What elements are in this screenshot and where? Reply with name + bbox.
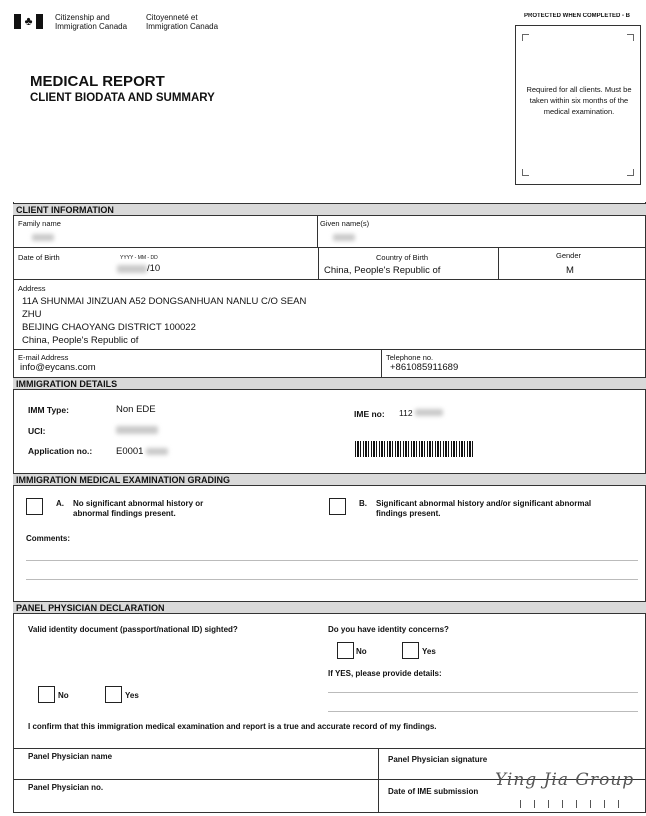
dob-format: YYYY - MM - DD xyxy=(120,255,158,261)
comments-line-1[interactable] xyxy=(26,560,638,561)
grade-a-checkbox[interactable] xyxy=(26,498,43,515)
application-no-redacted xyxy=(146,448,168,455)
application-no-label: Application no.: xyxy=(28,446,93,456)
ime-no-redacted xyxy=(415,409,443,416)
grade-b-checkbox[interactable] xyxy=(329,498,346,515)
imm-type-label: IMM Type: xyxy=(28,405,69,415)
canada-flag-logo xyxy=(14,14,43,29)
concern-no-label: No xyxy=(356,647,367,656)
physician-no-label: Panel Physician no. xyxy=(28,783,104,792)
physician-signature-label: Panel Physician signature xyxy=(388,755,488,764)
email-label: E-mail Address xyxy=(18,353,69,362)
grade-b-label: Significant abnormal history and/or significant abnormal findings present. xyxy=(376,499,592,518)
phone-value: +861085911689 xyxy=(390,362,459,373)
details-line-2[interactable] xyxy=(328,711,638,712)
given-name-value xyxy=(333,234,355,241)
if-yes-label: If YES, please provide details: xyxy=(328,669,442,678)
given-name-label: Given name(s) xyxy=(320,219,370,228)
uci-label: UCI: xyxy=(28,426,46,436)
country-of-birth-label: Country of Birth xyxy=(376,253,429,262)
phone-label: Telephone no. xyxy=(386,353,434,362)
ime-no-label: IME no: xyxy=(354,409,385,419)
section-declaration: PANEL PHYSICIAN DECLARATION xyxy=(13,601,646,614)
uci-value xyxy=(116,426,158,434)
comments-label: Comments: xyxy=(26,534,71,543)
details-line-1[interactable] xyxy=(328,692,638,693)
department-name-fr: Citoyenneté et Immigration Canada xyxy=(146,13,219,31)
section-grading: IMMIGRATION MEDICAL EXAMINATION GRADING xyxy=(13,473,646,486)
concern-yes-checkbox[interactable] xyxy=(402,642,419,659)
dob-label: Date of Birth xyxy=(18,253,60,262)
confirmation-statement: I confirm that this immigration medical examination and report is a true and accurate record of my findings. xyxy=(28,722,437,731)
comments-line-2[interactable] xyxy=(26,579,638,580)
address-value: 11A SHUNMAI JINZUAN A52 DONGSANHUAN NANLU C/O SEAN ZHU BEIJING CHAOYANG DISTRICT 100022 China, People's Republic of xyxy=(22,296,307,346)
page-title: MEDICAL REPORT xyxy=(30,73,165,90)
barcode xyxy=(355,441,473,457)
dob-redacted xyxy=(117,265,147,273)
dob-value: /10 xyxy=(147,263,161,274)
grade-a-letter: A. xyxy=(56,499,64,508)
photo-requirement-note: Required for all clients. Must be taken within six months of the medical examination. xyxy=(526,85,632,116)
section-immigration-details: IMMIGRATION DETAILS xyxy=(13,377,646,390)
date-tick-marks xyxy=(520,800,632,808)
grade-b-letter: B. xyxy=(359,499,367,508)
identity-concern-question: Do you have identity concerns? xyxy=(328,625,449,634)
page-subtitle: CLIENT BIODATA AND SUMMARY xyxy=(30,92,215,104)
valid-id-yes-checkbox[interactable] xyxy=(105,686,122,703)
concern-no-checkbox[interactable] xyxy=(337,642,354,659)
ime-no-value: 112 xyxy=(399,408,413,418)
imm-type-value: Non EDE xyxy=(116,404,156,415)
date-submission-label: Date of IME submission xyxy=(388,787,479,796)
physician-name-label: Panel Physician name xyxy=(28,752,113,761)
concern-yes-label: Yes xyxy=(422,647,436,656)
photo-box xyxy=(515,25,641,185)
family-name-value xyxy=(32,234,54,241)
gender-value: M xyxy=(566,265,574,276)
maple-leaf-icon: ♣ xyxy=(24,14,33,28)
family-name-label: Family name xyxy=(18,219,61,228)
address-label: Address xyxy=(18,284,46,293)
gender-label: Gender xyxy=(556,251,582,260)
watermark: Ying Jia Group xyxy=(495,770,635,790)
department-name-en: Citizenship and Immigration Canada xyxy=(55,13,128,31)
protected-label: PROTECTED WHEN COMPLETED - B xyxy=(524,13,630,19)
valid-id-no-checkbox[interactable] xyxy=(38,686,55,703)
email-value: info@eycans.com xyxy=(20,362,96,373)
country-of-birth-value: China, People's Republic of xyxy=(324,265,441,276)
grade-a-label: No significant abnormal history or abnormal findings present. xyxy=(73,499,204,518)
valid-id-yes-label: Yes xyxy=(125,691,139,700)
application-no-value: E0001 xyxy=(116,446,144,457)
valid-id-no-label: No xyxy=(58,691,69,700)
valid-id-question: Valid identity document (passport/national ID) sighted? xyxy=(28,625,238,634)
section-client-information: CLIENT INFORMATION xyxy=(13,203,646,216)
